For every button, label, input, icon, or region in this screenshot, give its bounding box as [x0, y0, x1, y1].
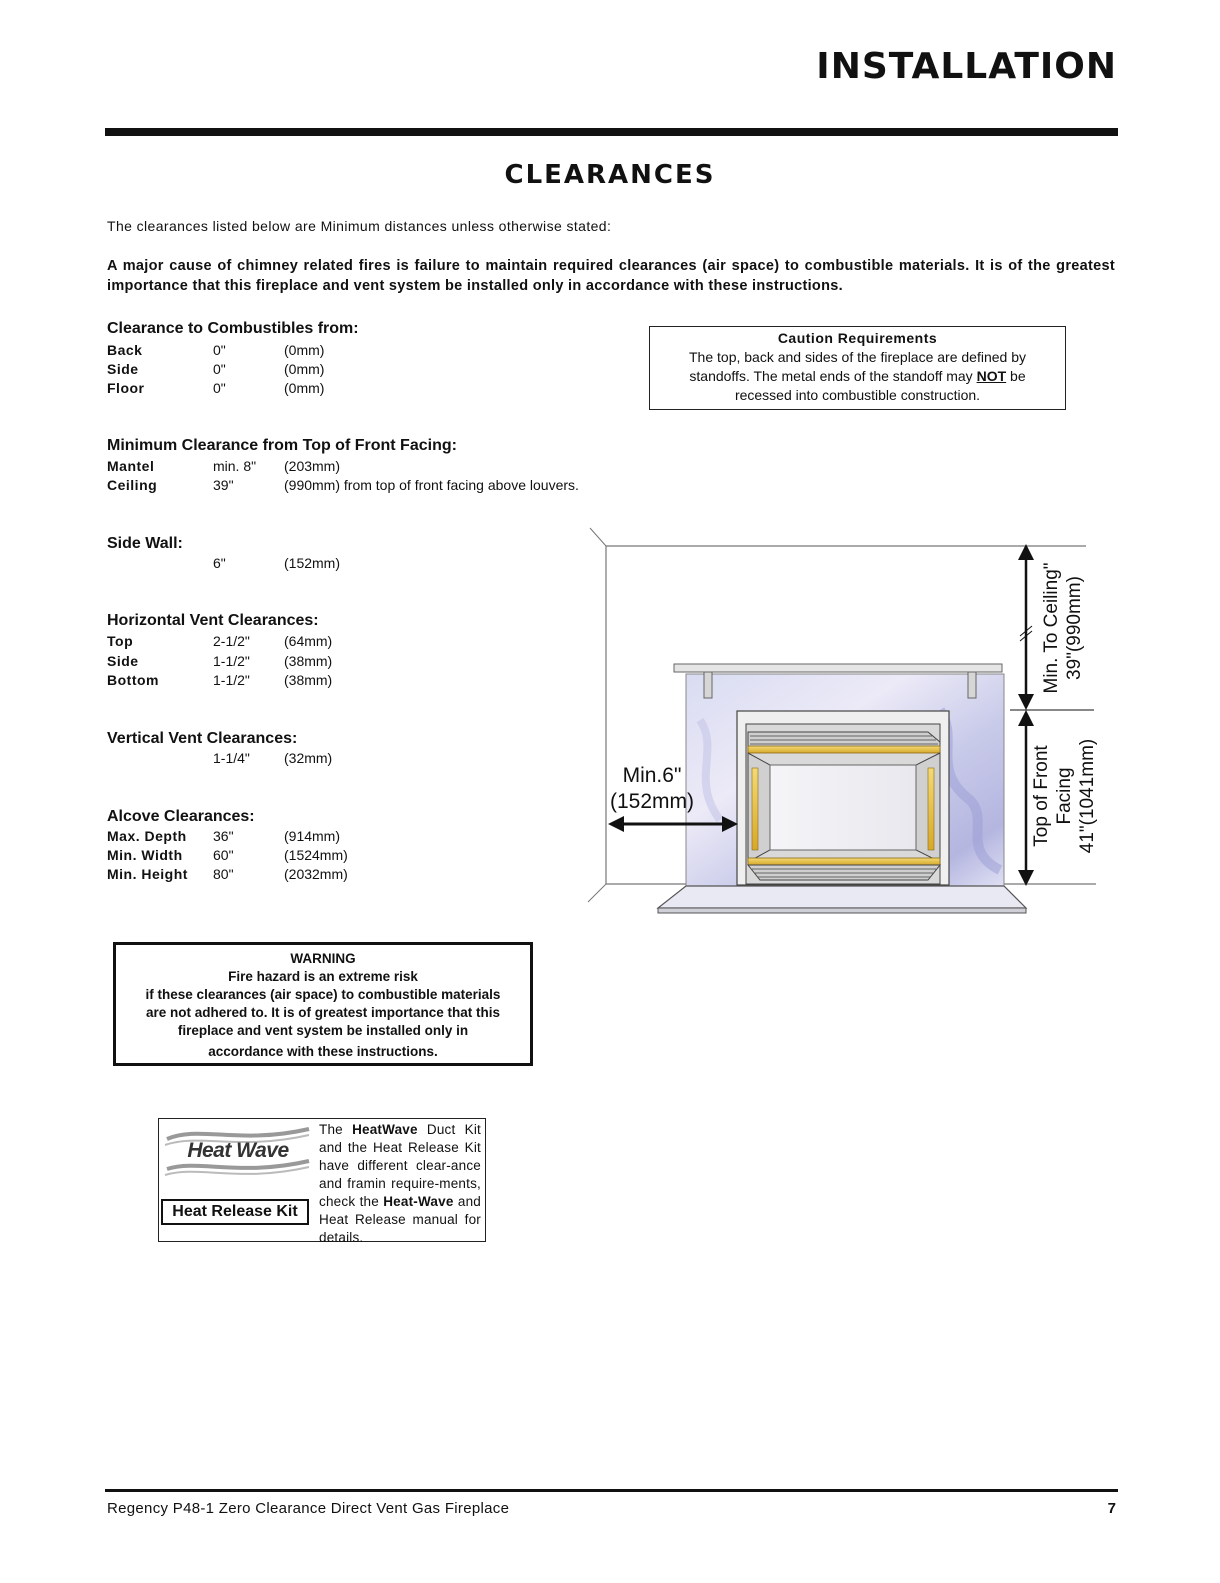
- row-metric: (64mm): [284, 633, 333, 649]
- row-label: Max. Depth: [107, 828, 187, 844]
- warning-line: Fire hazard is an extreme risk: [228, 969, 418, 984]
- horizontal-vent-title: Horizontal Vent Clearances:: [107, 612, 319, 629]
- row-value: 60": [213, 847, 234, 863]
- fireplace-clearance-diagram: [580, 520, 1110, 920]
- kit-text-bold: Heat-Wave: [383, 1194, 454, 1209]
- combustibles-row: [107, 361, 407, 380]
- row-metric: (38mm): [284, 653, 333, 669]
- front-facing-metric: 41"(1041mm): [1077, 738, 1098, 854]
- row-value: 80": [213, 866, 234, 882]
- ceiling-label: Min. To Ceiling": [1041, 562, 1062, 694]
- row-metric: (0mm): [284, 380, 325, 396]
- side-clearance-metric: (152mm): [609, 790, 695, 813]
- vertical-vent-title: Vertical Vent Clearances:: [107, 730, 298, 747]
- row-label: Back: [107, 342, 143, 358]
- row-metric: (152mm): [284, 555, 341, 571]
- heatwave-logo-text: Heat Wave: [187, 1139, 289, 1162]
- row-value: min. 8": [213, 458, 257, 474]
- row-value: 0": [213, 361, 226, 377]
- row-value: 0": [213, 380, 226, 396]
- caution-not: NOT: [976, 368, 1007, 384]
- page-number: 7: [1107, 1500, 1116, 1517]
- combustibles-row: [107, 342, 407, 361]
- row-value: 39": [213, 477, 234, 493]
- combustibles-title: Clearance to Combustibles from:: [107, 320, 359, 337]
- row-label: Side: [107, 361, 139, 377]
- alcove-row: [107, 847, 407, 866]
- row-value: 1-1/2": [213, 653, 250, 669]
- row-label: Floor: [107, 380, 145, 396]
- row-value: 1-1/4": [213, 750, 250, 766]
- mantel-bracket: [704, 672, 712, 698]
- intro-text: The clearances listed below are Minimum distances unless otherwise stated:: [107, 218, 612, 234]
- page-header-title: INSTALLATION: [816, 46, 1117, 87]
- alcove-row: [107, 866, 407, 885]
- front-facing-row: [107, 477, 667, 496]
- horizontal-vent-row: [107, 653, 407, 672]
- row-label: Bottom: [107, 672, 159, 688]
- row-value: 36": [213, 828, 234, 844]
- front-facing-label: Top of Front: [1031, 745, 1052, 847]
- caution-title: Caution Requirements: [777, 330, 938, 346]
- alcove-row: [107, 828, 407, 847]
- row-metric: (203mm): [284, 458, 341, 474]
- heat-release-kit-label: Heat Release Kit: [161, 1199, 309, 1225]
- warning-line: accordance with these instructions.: [208, 1044, 438, 1059]
- caution-text: be: [1006, 368, 1026, 384]
- alcove-title: Alcove Clearances:: [107, 808, 255, 825]
- gold-trim-bottom: [748, 858, 940, 865]
- footer-rule: [105, 1489, 1118, 1492]
- mantel-shelf: [674, 664, 1002, 672]
- vertical-vent-row: [107, 750, 407, 769]
- header-rule: [105, 128, 1118, 136]
- row-metric: (2032mm): [284, 866, 348, 882]
- caution-box: [649, 326, 1066, 410]
- section-title: CLEARANCES: [504, 160, 716, 190]
- footer-product-name: Regency P48-1 Zero Clearance Direct Vent Gas Fireplace: [107, 1500, 510, 1517]
- row-value: 1-1/2": [213, 672, 250, 688]
- row-label: Top: [107, 633, 134, 649]
- row-value: 6": [213, 555, 226, 571]
- heatwave-logo: [159, 1119, 317, 1241]
- horizontal-vent-row: [107, 633, 407, 652]
- row-value: 0": [213, 342, 226, 358]
- front-facing-title: Minimum Clearance from Top of Front Facing:: [107, 437, 457, 454]
- kit-text-bold: HeatWave: [352, 1122, 418, 1137]
- side-wall-title: Side Wall:: [107, 535, 183, 552]
- perspective-line: [588, 884, 606, 902]
- caution-line: The top, back and sides of the fireplace are defined by: [689, 349, 1026, 365]
- row-label: Mantel: [107, 458, 155, 474]
- kit-description: [319, 1121, 481, 1247]
- glass-panel: [770, 765, 916, 850]
- kit-text: The: [319, 1122, 353, 1137]
- heatwave-kit-box: [158, 1118, 486, 1245]
- mantel-bracket: [968, 672, 976, 698]
- row-metric: (990mm) from top of front facing above louvers.: [284, 477, 579, 493]
- row-metric: (1524mm): [284, 847, 348, 863]
- row-metric: (0mm): [284, 361, 325, 377]
- front-facing-row: [107, 458, 667, 477]
- warning-title: WARNING: [290, 951, 356, 966]
- warning-line: if these clearances (air space) to combustible materials: [145, 987, 501, 1002]
- row-metric: (32mm): [284, 750, 333, 766]
- row-label: Side: [107, 653, 139, 669]
- row-metric: (914mm): [284, 828, 341, 844]
- row-label: Ceiling: [107, 477, 158, 493]
- hearth: [658, 886, 1026, 908]
- row-metric: (38mm): [284, 672, 333, 688]
- kit-text: Duct Kit and the Heat Release Kit have different clear-ance and framin require-ments, check the: [319, 1122, 481, 1209]
- row-value: 2-1/2": [213, 633, 250, 649]
- caution-text: standoffs. The metal ends of the standoff may: [689, 368, 977, 384]
- caution-line: recessed into combustible construction.: [734, 387, 981, 403]
- caution-line: [650, 367, 1065, 386]
- side-clearance-label: Min.6": [622, 764, 682, 787]
- combustibles-row: [107, 380, 407, 399]
- row-label: Min. Width: [107, 847, 183, 863]
- ceiling-metric: 39"(990mm): [1064, 576, 1085, 680]
- gold-trim-top: [748, 746, 940, 753]
- row-label: Min. Height: [107, 866, 188, 882]
- side-wall-row: [107, 555, 407, 574]
- kit-text: and Heat Release manual for details.: [319, 1194, 481, 1245]
- horizontal-vent-row: [107, 672, 407, 691]
- perspective-line: [590, 528, 606, 546]
- row-metric: (0mm): [284, 342, 325, 358]
- fire-warning-paragraph: A major cause of chimney related fires is failure to maintain required clearances (air space) to combustible materials. It is of the greatest importance that this fireplace and vent system be installed only in accordance with these instructions.: [107, 258, 1115, 294]
- front-facing-label: Facing: [1054, 767, 1075, 825]
- warning-box: [113, 942, 533, 1066]
- warning-line: are not adhered to. It is of greatest importance that this: [145, 1005, 501, 1020]
- warning-line: fireplace and vent system be installed only in: [177, 1023, 469, 1038]
